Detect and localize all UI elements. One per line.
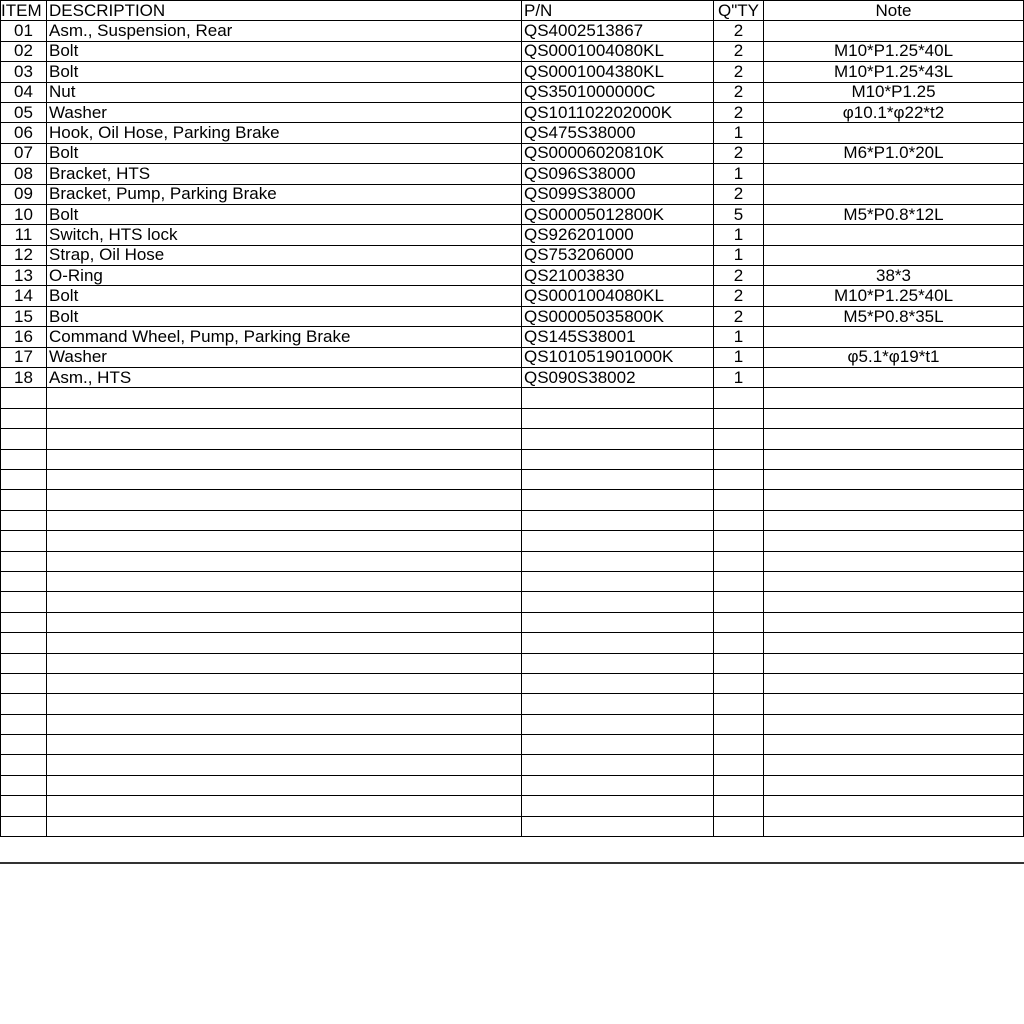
empty-cell-description — [47, 694, 522, 714]
empty-cell-item — [1, 469, 47, 489]
empty-cell-note — [764, 592, 1024, 612]
empty-cell-note — [764, 633, 1024, 653]
cell-note — [764, 245, 1024, 265]
cell-quantity: 2 — [714, 266, 764, 286]
empty-cell-item — [1, 510, 47, 530]
cell-item: 05 — [1, 102, 47, 122]
empty-cell-description — [47, 469, 522, 489]
empty-cell-description — [47, 449, 522, 469]
empty-cell-description — [47, 816, 522, 836]
empty-cell-note — [764, 429, 1024, 449]
table-row — [1, 286, 1024, 306]
table-row — [1, 123, 1024, 143]
cell-part-number: QS21003830 — [522, 266, 714, 286]
empty-cell-part-number — [522, 796, 714, 816]
cell-description: Command Wheel, Pump, Parking Brake — [47, 327, 522, 347]
cell-quantity: 1 — [714, 164, 764, 184]
cell-description: Bolt — [47, 306, 522, 326]
cell-quantity: 1 — [714, 245, 764, 265]
empty-cell-quantity — [714, 714, 764, 734]
empty-cell-description — [47, 429, 522, 449]
table-row — [1, 102, 1024, 122]
empty-cell-description — [47, 673, 522, 693]
cell-part-number: QS101102202000K — [522, 102, 714, 122]
cell-item: 15 — [1, 306, 47, 326]
empty-cell-item — [1, 796, 47, 816]
cell-quantity: 2 — [714, 82, 764, 102]
empty-cell-item — [1, 755, 47, 775]
cell-note — [764, 368, 1024, 388]
cell-item: 08 — [1, 164, 47, 184]
cell-note — [764, 184, 1024, 204]
cell-note: M6*P1.0*20L — [764, 143, 1024, 163]
cell-part-number: QS0001004080KL — [522, 41, 714, 61]
header-note: Note — [764, 1, 1024, 21]
cell-part-number: QS3501000000C — [522, 82, 714, 102]
cell-quantity: 2 — [714, 143, 764, 163]
cell-note — [764, 21, 1024, 41]
empty-cell-quantity — [714, 796, 764, 816]
cell-description: Bolt — [47, 143, 522, 163]
empty-cell-description — [47, 735, 522, 755]
empty-cell-item — [1, 408, 47, 428]
empty-cell-description — [47, 775, 522, 795]
cell-part-number: QS753206000 — [522, 245, 714, 265]
cell-description: Bolt — [47, 62, 522, 82]
empty-table-row — [1, 633, 1024, 653]
empty-table-row — [1, 775, 1024, 795]
cell-description: Nut — [47, 82, 522, 102]
cell-description: Bracket, HTS — [47, 164, 522, 184]
empty-cell-part-number — [522, 571, 714, 591]
empty-cell-item — [1, 429, 47, 449]
empty-cell-quantity — [714, 469, 764, 489]
empty-cell-part-number — [522, 694, 714, 714]
empty-cell-note — [764, 755, 1024, 775]
cell-part-number: QS4002513867 — [522, 21, 714, 41]
empty-table-row — [1, 653, 1024, 673]
empty-cell-note — [764, 796, 1024, 816]
table-row — [1, 21, 1024, 41]
cell-part-number: QS096S38000 — [522, 164, 714, 184]
cell-description: Bolt — [47, 204, 522, 224]
header-quantity: Q"TY — [714, 1, 764, 21]
empty-table-row — [1, 673, 1024, 693]
empty-table-row — [1, 735, 1024, 755]
empty-cell-item — [1, 592, 47, 612]
table-row — [1, 62, 1024, 82]
empty-cell-note — [764, 653, 1024, 673]
cell-description: Asm., HTS — [47, 368, 522, 388]
cell-note — [764, 327, 1024, 347]
cell-item: 16 — [1, 327, 47, 347]
cell-item: 02 — [1, 41, 47, 61]
empty-table-row — [1, 592, 1024, 612]
empty-cell-note — [764, 571, 1024, 591]
cell-quantity: 5 — [714, 204, 764, 224]
table-row — [1, 347, 1024, 367]
cell-quantity: 2 — [714, 306, 764, 326]
cell-part-number: QS099S38000 — [522, 184, 714, 204]
empty-cell-description — [47, 714, 522, 734]
empty-cell-description — [47, 592, 522, 612]
cell-item: 12 — [1, 245, 47, 265]
empty-cell-item — [1, 571, 47, 591]
empty-cell-part-number — [522, 408, 714, 428]
empty-cell-note — [764, 694, 1024, 714]
cell-quantity: 1 — [714, 368, 764, 388]
empty-cell-part-number — [522, 673, 714, 693]
cell-note — [764, 123, 1024, 143]
cell-item: 17 — [1, 347, 47, 367]
cell-description: Bracket, Pump, Parking Brake — [47, 184, 522, 204]
cell-description: Asm., Suspension, Rear — [47, 21, 522, 41]
parts-list-body — [1, 21, 1024, 837]
empty-table-row — [1, 714, 1024, 734]
empty-cell-part-number — [522, 592, 714, 612]
cell-description: Washer — [47, 347, 522, 367]
empty-cell-note — [764, 612, 1024, 632]
empty-cell-quantity — [714, 429, 764, 449]
header-part-number: P/N — [522, 1, 714, 21]
cell-item: 18 — [1, 368, 47, 388]
table-row — [1, 41, 1024, 61]
cell-note: M10*P1.25*43L — [764, 62, 1024, 82]
table-row — [1, 266, 1024, 286]
empty-cell-quantity — [714, 449, 764, 469]
cell-item: 13 — [1, 266, 47, 286]
cell-item: 04 — [1, 82, 47, 102]
empty-cell-item — [1, 388, 47, 408]
empty-cell-note — [764, 775, 1024, 795]
cell-note: M5*P0.8*35L — [764, 306, 1024, 326]
cell-note — [764, 164, 1024, 184]
cell-item: 11 — [1, 225, 47, 245]
cell-note — [764, 225, 1024, 245]
empty-cell-quantity — [714, 592, 764, 612]
empty-cell-description — [47, 408, 522, 428]
empty-cell-note — [764, 449, 1024, 469]
empty-table-row — [1, 490, 1024, 510]
empty-cell-note — [764, 388, 1024, 408]
cell-part-number: QS0001004380KL — [522, 62, 714, 82]
empty-cell-note — [764, 816, 1024, 836]
empty-cell-item — [1, 633, 47, 653]
empty-cell-part-number — [522, 653, 714, 673]
empty-table-row — [1, 694, 1024, 714]
empty-cell-part-number — [522, 429, 714, 449]
cell-note: φ10.1*φ22*t2 — [764, 102, 1024, 122]
empty-cell-quantity — [714, 755, 764, 775]
empty-cell-description — [47, 571, 522, 591]
cell-note: 38*3 — [764, 266, 1024, 286]
table-row — [1, 245, 1024, 265]
empty-cell-quantity — [714, 510, 764, 530]
cell-part-number: QS101051901000K — [522, 347, 714, 367]
empty-table-row — [1, 429, 1024, 449]
cell-description: Switch, HTS lock — [47, 225, 522, 245]
cell-note: M10*P1.25 — [764, 82, 1024, 102]
empty-table-row — [1, 612, 1024, 632]
cell-part-number: QS00005012800K — [522, 204, 714, 224]
table-row — [1, 143, 1024, 163]
empty-cell-description — [47, 551, 522, 571]
table-row — [1, 368, 1024, 388]
table-row — [1, 306, 1024, 326]
empty-cell-item — [1, 551, 47, 571]
empty-cell-part-number — [522, 714, 714, 734]
cell-quantity: 2 — [714, 21, 764, 41]
empty-cell-note — [764, 408, 1024, 428]
cell-part-number: QS0001004080KL — [522, 286, 714, 306]
empty-cell-part-number — [522, 612, 714, 632]
cell-description: Strap, Oil Hose — [47, 245, 522, 265]
empty-cell-item — [1, 775, 47, 795]
cell-part-number: QS475S38000 — [522, 123, 714, 143]
empty-cell-note — [764, 735, 1024, 755]
empty-table-row — [1, 449, 1024, 469]
cell-quantity: 1 — [714, 225, 764, 245]
table-row — [1, 327, 1024, 347]
cell-description: Bolt — [47, 286, 522, 306]
empty-cell-part-number — [522, 551, 714, 571]
empty-cell-item — [1, 449, 47, 469]
empty-table-row — [1, 755, 1024, 775]
empty-cell-part-number — [522, 449, 714, 469]
cell-description: Bolt — [47, 41, 522, 61]
empty-cell-item — [1, 653, 47, 673]
cell-quantity: 1 — [714, 347, 764, 367]
empty-table-row — [1, 551, 1024, 571]
empty-cell-note — [764, 469, 1024, 489]
empty-cell-note — [764, 551, 1024, 571]
table-row — [1, 225, 1024, 245]
empty-cell-quantity — [714, 408, 764, 428]
cell-note: M10*P1.25*40L — [764, 286, 1024, 306]
empty-cell-quantity — [714, 490, 764, 510]
table-row — [1, 164, 1024, 184]
empty-cell-part-number — [522, 531, 714, 551]
empty-cell-note — [764, 673, 1024, 693]
cell-part-number: QS00005035800K — [522, 306, 714, 326]
empty-cell-quantity — [714, 694, 764, 714]
empty-cell-item — [1, 694, 47, 714]
empty-cell-note — [764, 714, 1024, 734]
empty-cell-item — [1, 490, 47, 510]
empty-cell-note — [764, 490, 1024, 510]
empty-cell-description — [47, 633, 522, 653]
empty-cell-description — [47, 796, 522, 816]
empty-cell-quantity — [714, 735, 764, 755]
empty-cell-item — [1, 714, 47, 734]
empty-cell-description — [47, 490, 522, 510]
empty-cell-part-number — [522, 755, 714, 775]
empty-table-row — [1, 796, 1024, 816]
empty-table-row — [1, 571, 1024, 591]
cell-item: 07 — [1, 143, 47, 163]
empty-cell-item — [1, 816, 47, 836]
cell-item: 09 — [1, 184, 47, 204]
cell-quantity: 2 — [714, 286, 764, 306]
empty-table-row — [1, 388, 1024, 408]
cell-item: 14 — [1, 286, 47, 306]
cell-part-number: QS145S38001 — [522, 327, 714, 347]
cell-item: 01 — [1, 21, 47, 41]
empty-cell-quantity — [714, 633, 764, 653]
empty-cell-quantity — [714, 388, 764, 408]
empty-cell-part-number — [522, 490, 714, 510]
empty-cell-description — [47, 755, 522, 775]
table-row — [1, 82, 1024, 102]
cell-part-number: QS090S38002 — [522, 368, 714, 388]
empty-cell-description — [47, 510, 522, 530]
cell-note: φ5.1*φ19*t1 — [764, 347, 1024, 367]
empty-cell-quantity — [714, 551, 764, 571]
cell-quantity: 1 — [714, 123, 764, 143]
empty-cell-item — [1, 612, 47, 632]
table-row — [1, 184, 1024, 204]
empty-cell-item — [1, 531, 47, 551]
cell-item: 03 — [1, 62, 47, 82]
cell-note: M5*P0.8*12L — [764, 204, 1024, 224]
empty-cell-item — [1, 735, 47, 755]
cell-quantity: 2 — [714, 102, 764, 122]
empty-cell-part-number — [522, 735, 714, 755]
empty-cell-part-number — [522, 469, 714, 489]
empty-cell-quantity — [714, 673, 764, 693]
header-row — [1, 1, 1024, 21]
empty-cell-part-number — [522, 388, 714, 408]
empty-cell-note — [764, 531, 1024, 551]
cell-note: M10*P1.25*40L — [764, 41, 1024, 61]
empty-cell-part-number — [522, 775, 714, 795]
empty-cell-description — [47, 653, 522, 673]
bottom-divider — [0, 862, 1024, 864]
cell-item: 06 — [1, 123, 47, 143]
header-description: DESCRIPTION — [47, 1, 522, 21]
cell-part-number: QS00006020810K — [522, 143, 714, 163]
empty-cell-quantity — [714, 816, 764, 836]
cell-part-number: QS926201000 — [522, 225, 714, 245]
cell-description: O-Ring — [47, 266, 522, 286]
empty-cell-quantity — [714, 775, 764, 795]
empty-cell-quantity — [714, 571, 764, 591]
empty-table-row — [1, 531, 1024, 551]
empty-cell-description — [47, 388, 522, 408]
empty-cell-quantity — [714, 653, 764, 673]
cell-quantity: 2 — [714, 62, 764, 82]
empty-cell-quantity — [714, 612, 764, 632]
cell-description: Hook, Oil Hose, Parking Brake — [47, 123, 522, 143]
empty-cell-item — [1, 673, 47, 693]
cell-quantity: 2 — [714, 41, 764, 61]
header-item: ITEM — [1, 1, 47, 21]
empty-cell-part-number — [522, 510, 714, 530]
empty-cell-description — [47, 531, 522, 551]
empty-cell-description — [47, 612, 522, 632]
empty-table-row — [1, 816, 1024, 836]
cell-item: 10 — [1, 204, 47, 224]
empty-table-row — [1, 469, 1024, 489]
cell-quantity: 1 — [714, 327, 764, 347]
cell-quantity: 2 — [714, 184, 764, 204]
empty-table-row — [1, 408, 1024, 428]
empty-cell-part-number — [522, 633, 714, 653]
empty-cell-part-number — [522, 816, 714, 836]
cell-description: Washer — [47, 102, 522, 122]
empty-cell-note — [764, 510, 1024, 530]
table-row — [1, 204, 1024, 224]
empty-table-row — [1, 510, 1024, 530]
empty-cell-quantity — [714, 531, 764, 551]
